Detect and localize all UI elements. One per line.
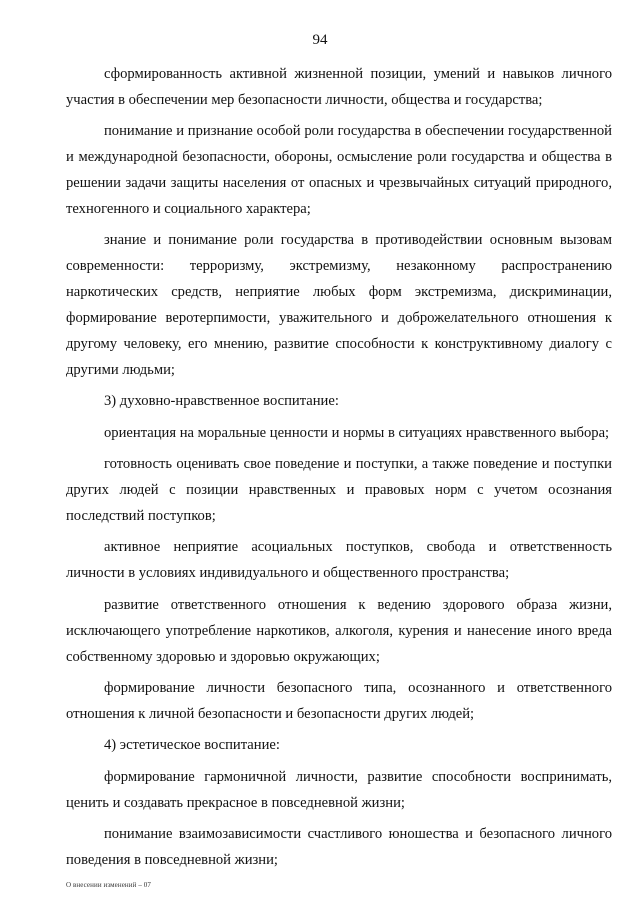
paragraph: готовность оценивать свое поведение и поступки, а также поведение и поступки других людей с позиции нравственных и правовых норм с учетом осознания последствий поступков; [66, 456, 612, 524]
document-body [66, 62, 612, 879]
paragraph: формирование личности безопасного типа, осознанного и ответственного отношения к личной безопасности и безопасности других людей; [66, 679, 612, 722]
paragraph: ориентация на моральные ценности и нормы в ситуациях нравственного выбора; [104, 424, 610, 441]
section-heading: 4) эстетическое воспитание: [104, 737, 280, 754]
paragraph: формирование гармоничной личности, развитие способности воспринимать, ценить и создавать прекрасное в повседневной жизни; [66, 768, 612, 811]
paragraph: активное неприятие асоциальных поступков, свобода и ответственность личности в условиях индивидуального и общественного пространства; [66, 539, 612, 582]
paragraph: понимание и признание особой роли государства в обеспечении государственной и международной безопасности, обороны, осмысление роли государства и общества в решении задачи защиты населения от опасных и чрезвычайных ситуаций природного, техногенного и социального характера; [66, 123, 612, 218]
page-number: 94 [312, 32, 328, 48]
footer-note: О внесении изменений – 07 [66, 881, 151, 889]
section-heading: 3) духовно-нравственное воспитание: [104, 393, 339, 410]
paragraph: понимание взаимозависимости счастливого юношества и безопасного личного поведения в повседневной жизни; [66, 825, 612, 868]
paragraph: развитие ответственного отношения к ведению здорового образа жизни, исключающего употребление наркотиков, алкоголя, курения и нанесение иного вреда собственному здоровью и здоровью окружающих; [66, 596, 612, 665]
paragraph: знание и понимание роли государства в противодействии основным вызовам современности: терроризму, экстремизму, незаконному распространению наркотических средств, неприятие любых форм экстремизма, дискриминации, формирование веротерпимости, уважительного и доброжелательного отношения к другому человеку, его мнению, развитие способности к конструктивному диалогу с другими людьми; [66, 232, 612, 378]
paragraph: сформированность активной жизненной позиции, умений и навыков личного участия в обеспечении мер безопасности личности, общества и государства; [66, 66, 612, 108]
